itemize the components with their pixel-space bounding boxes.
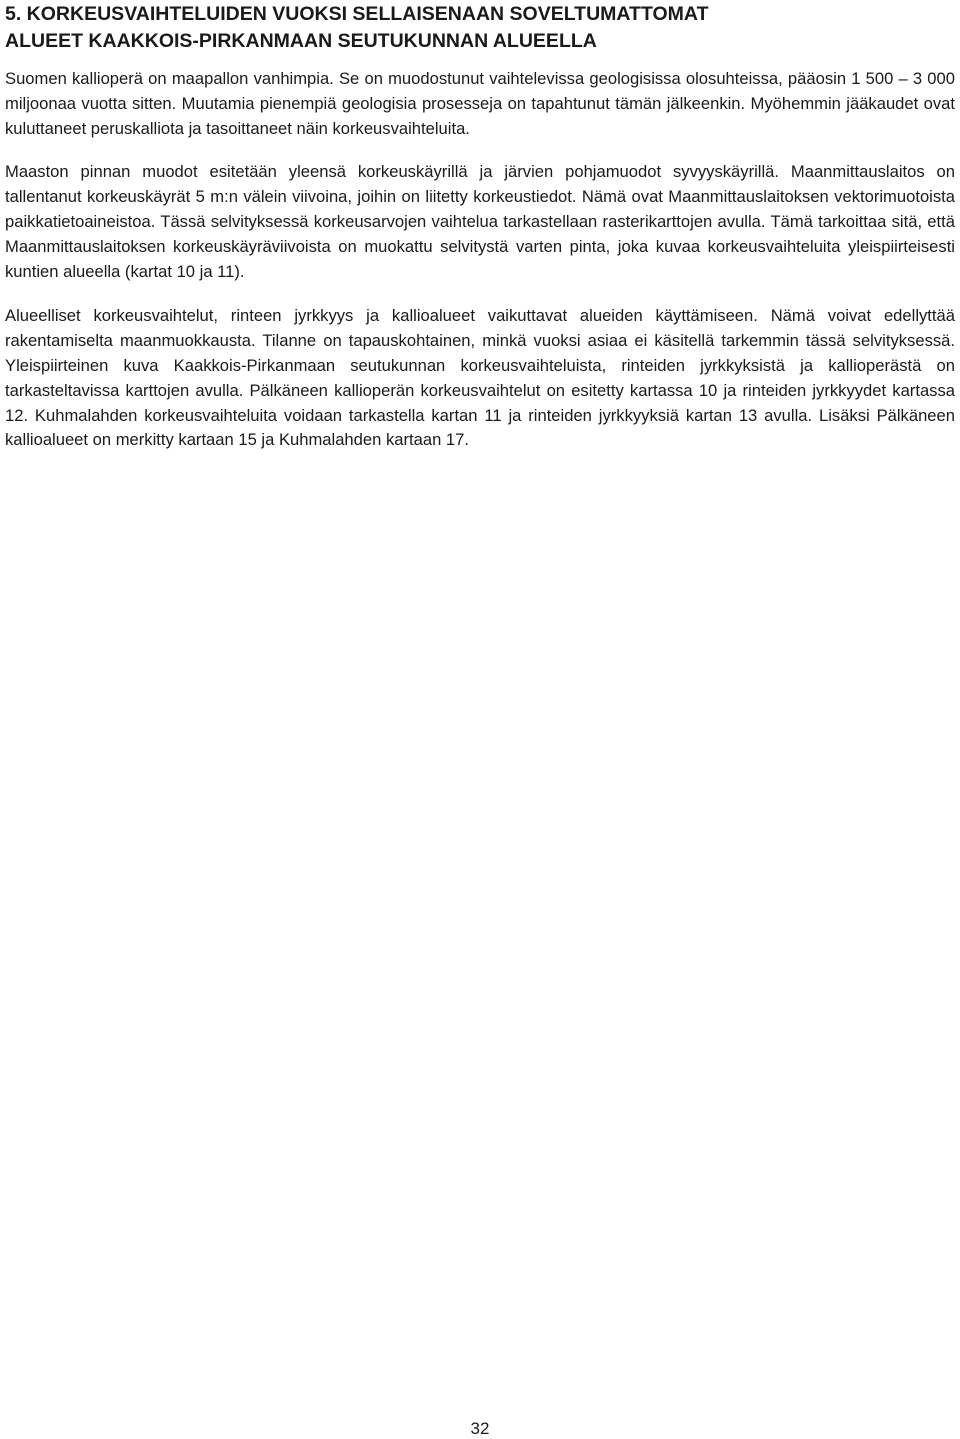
paragraph-contour-lines: Maaston pinnan muodot esitetään yleensä korkeuskäyrillä ja järvien pohjamuodot syvyyskäyrillä. Maanmittauslaitos on tallentanut korkeuskäyrät 5 m:n välein viivoina, joihin on liitetty korkeustiedot. Nämä ovat Maanmittauslaitoksen vektorimuotoista paikkatietoaineistoa. Tässä selvityksessä korkeusarvojen vaihtelua tarkastellaan rasterikarttojen avulla. Tämä tarkoittaa sitä, että Maanmittauslaitoksen korkeuskäyräviivoista on muokattu selvitystä varten pinta, joka kuvaa korkeusvaihteluita yleispiirteisesti kuntien alueella (kartat 10 ja 11). <box>5 162 955 281</box>
section-heading <box>5 0 955 55</box>
paragraph-regional-variation: Alueelliset korkeusvaihtelut, rinteen jyrkkyys ja kallioalueet vaikuttavat alueiden käyttämiseen. Nämä voivat edellyttää rakentamiselta maanmuokkausta. Tilanne on tapauskohtainen, minkä vuoksi asiaa ei käsitellä tarkemmin tässä selvityksessä. Yleispiirteinen kuva Kaakkois-Pirkanmaan seutukunnan korkeusvaihteluista, rinteiden jyrkkyksistä ja kallioperästä on tarkasteltavissa karttojen avulla. Pälkäneen kallioperän korkeusvaihtelut on esitetty kartassa 10 ja rinteiden jyrkkyydet kartassa 12. Kuhmalahden korkeusvaihteluita voidaan tarkastella kartan 11 ja rinteiden jyrkkyyksiä kartan 13 avulla. Lisäksi Pälkäneen kallioalueet on merkitty kartaan 15 ja Kuhmalahden kartaan 17. <box>5 306 955 450</box>
paragraph-bedrock-intro: Suomen kallioperä on maapallon vanhimpia. Se on muodostunut vaihtelevissa geologisissa olosuhteissa, pääosin 1 500 – 3 000 miljoonaa vuotta sitten. Muutamia pienempiä geologisia prosesseja on tapahtunut tämän jälkeenkin. Myöhemmin jääkaudet ovat kuluttaneet peruskalliota ja tasoittaneet näin korkeusvaihteluita. <box>5 69 955 138</box>
section-heading-line-1: 5. KORKEUSVAIHTELUIDEN VUOKSI SELLAISENAAN SOVELTUMATTOMAT <box>5 3 709 25</box>
page-number: 32 <box>470 1419 490 1438</box>
section-heading-line-2: ALUEET KAAKKOIS-PIRKANMAAN SEUTUKUNNAN ALUEELLA <box>5 30 597 52</box>
document-page <box>5 0 955 453</box>
